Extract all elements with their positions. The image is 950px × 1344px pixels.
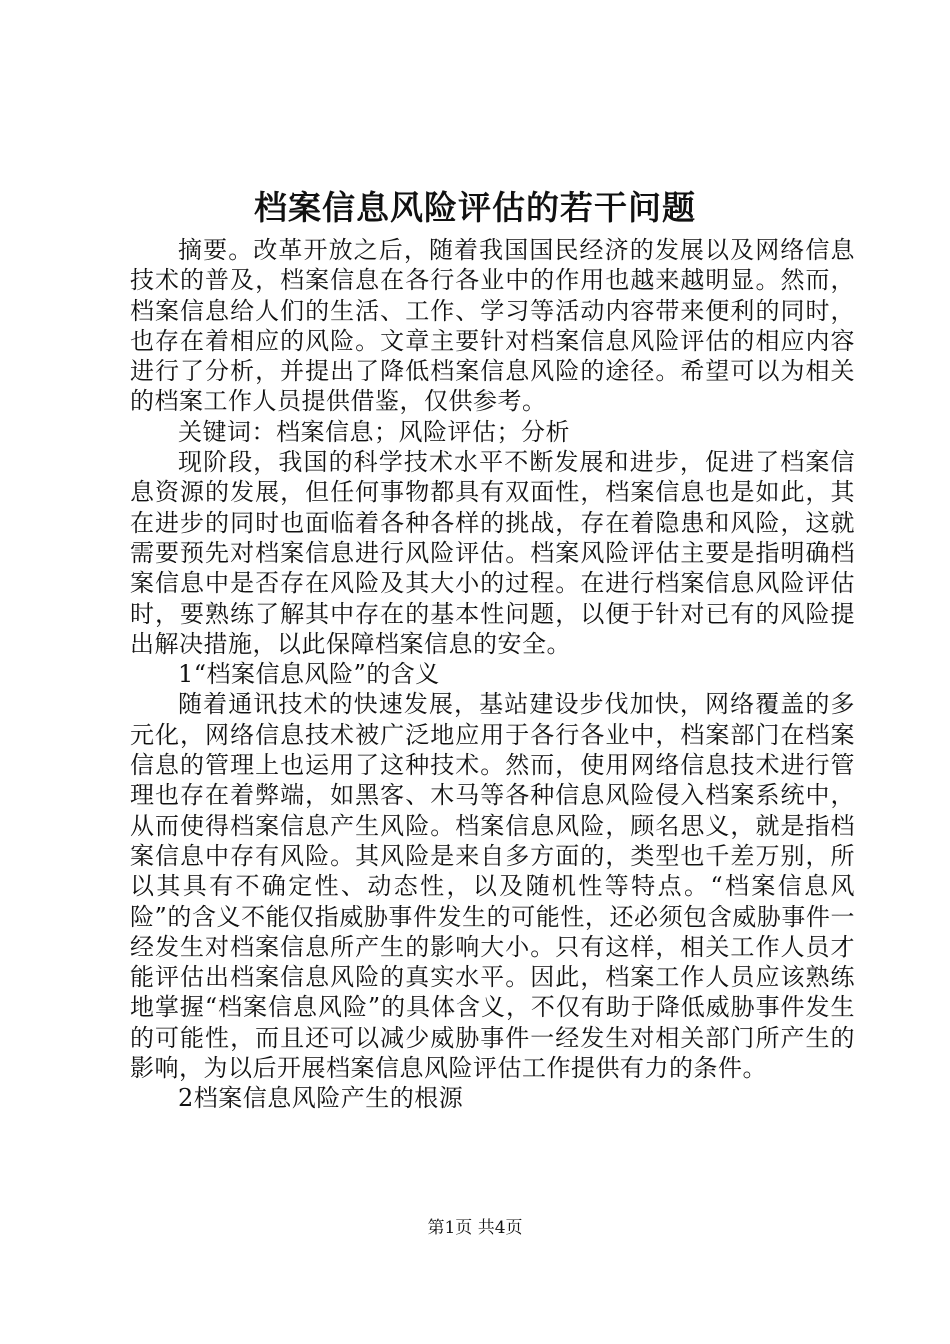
page-footer: 第1页 共4页 xyxy=(427,1218,523,1238)
section-heading-2: 2档案信息风险产生的根源 xyxy=(178,1084,464,1113)
document-title: 档案信息风险评估的若干问题 xyxy=(254,188,696,227)
abstract-paragraph: 摘要。改革开放之后，随着我国国民经济的发展以及网络信息技术的普及，档案信息在各行各业中的作用也越来越明显。然而，档案信息给人们的生活、工作、学习等活动内容带来便利的同时，也存在着相应的风险。文章主要针对档案信息风险评估的相应内容进行了分析，并提出了降低档案信息风险的途径。希望可以为相关的档案工作人员提供借鉴，仅供参考。 xyxy=(130,236,855,416)
keywords-paragraph: 关键词：档案信息；风险评估；分析 xyxy=(178,417,570,446)
intro-paragraph: 现阶段，我国的科学技术水平不断发展和进步，促进了档案信息资源的发展，但任何事物都具有双面性，档案信息也是如此，其在进步的同时也面临着各种各样的挑战，存在着隐患和风险，这就需要预先对档案信息进行风险评估。档案风险评估主要是指明确档案信息中是否存在风险及其大小的过程。在进行档案信息风险评估时，要熟练了解其中存在的基本性问题，以便于针对已有的风险提出解决措施，以此保障档案信息的安全。 xyxy=(130,448,855,658)
section-1-paragraph: 随着通讯技术的快速发展，基站建设步伐加快，网络覆盖的多元化，网络信息技术被广泛地应用于各行各业中，档案部门在档案信息的管理上也运用了这种技术。然而，使用网络信息技术进行管理也存在着弊端，如黑客、木马等各种信息风险侵入档案系统中，从而使得档案信息产生风险。档案信息风险，顾名思义，就是指档案信息中存有风险。其风险是来自多方面的，类型也千差万别，所以其具有不确定性、动态性，以及随机性等特点。“档案信息风险”的含义不能仅指威胁事件发生的可能性，还必须包含威胁事件一经发生对档案信息所产生的影响大小。只有这样，相关工作人员才能评估出档案信息风险的真实水平。因此，档案工作人员应该熟练地掌握“档案信息风险”的具体含义，不仅有助于降低威胁事件发生的可能性，而且还可以减少威胁事件一经发生对相关部门所产生的影响，为以后开展档案信息风险评估工作提供有力的条件。 xyxy=(130,690,855,1083)
section-heading-1: 1“档案信息风险”的含义 xyxy=(178,660,440,689)
document-body xyxy=(130,235,855,1114)
